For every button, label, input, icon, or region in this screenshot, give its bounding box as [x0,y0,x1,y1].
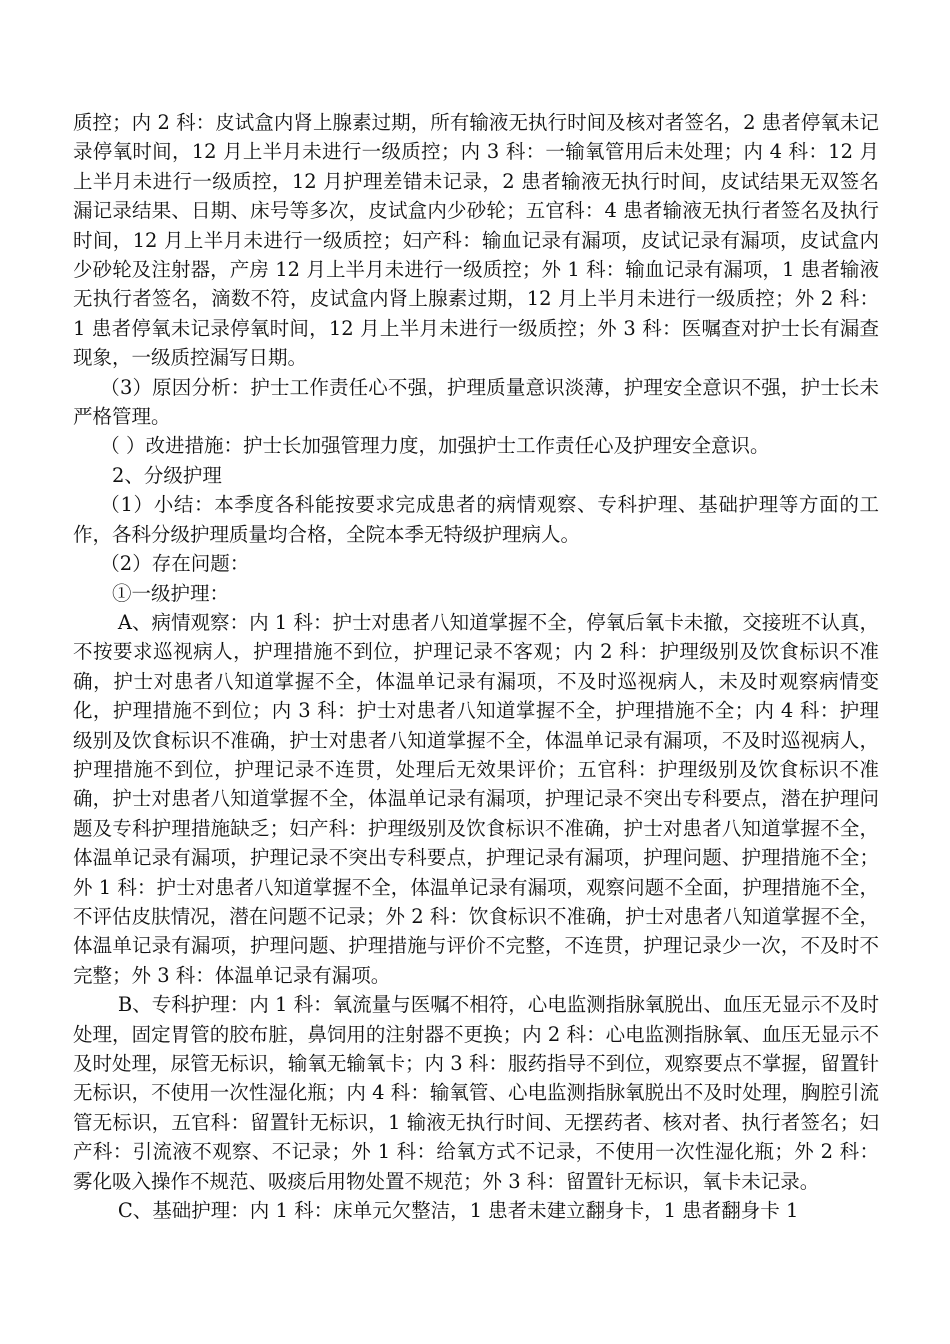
document-page [73,108,879,1225]
paragraph-quality-control-findings: 质控；内 2 科：皮试盒内肾上腺素过期，所有输液无执行时间及核对者签名，2 患者停氧未记录停氧时间，12 月上半月未进行一级质控；内 3 科：一输氧管用后未处理；内 4 科：12 月上半月未进行一级质控，12 月护理差错未记录，2 患者输液无执行时间，皮试结果无双签名漏记录结果、日期、床号等多次，皮试盒内少砂轮；五官科：4 患者输液无执行者签名及执行时间，12 月上半月未进行一级质控；妇产科：输血记录有漏项，皮试记录有漏项，皮试盒内少砂轮及注射器，产房 12 月上半月未进行一级质控；外 1 科：输血记录有漏项，1 患者输液无执行者签名，滴数不符，皮试盒内肾上腺素过期，12 月上半月未进行一级质控；外 2 科：1 患者停氧未记录停氧时间，12 月上半月未进行一级质控；外 3 科：医嘱查对护士长有漏查现象，一级质控漏写日期。 [73,111,879,370]
paragraph-cause-analysis: （3）原因分析：护士工作责任心不强，护理质量意识淡薄，护理安全意识不强，护士长未严格管理。 [73,375,879,429]
subheading-first-level-care: ①一级护理： [112,581,230,605]
paragraph-basic-care: C、基础护理：内 1 科：床单元欠整洁，1 患者未建立翻身卡，1 患者翻身卡 1 [117,1199,799,1223]
paragraph-existing-problems: （2）存在问题： [100,552,250,576]
paragraph-specialty-care: B、专科护理：内 1 科：氧流量与医嘱不相符，心电监测指脉氧脱出、血压无显示不及时处理，固定胃管的胶布脏，鼻饲用的注射器不更换；内 2 科：心电监测指脉氧、血压无显示不及时处理，尿管无标识，输氧无输氧卡；内 3 科：服药指导不到位，观察要点不掌握，留置针无标识，不使用一次性湿化瓶；内 4 科：输氧管、心电监测指脉氧脱出不及时处理，胸腔引流管无标识，五官科：留置针无标识，1 输液无执行时间、无摆药者、核对者、执行者签名；妇产科：引流液不观察、不记录；外 1 科：给氧方式不记录，不使用一次性湿化瓶；外 2 科：雾化吸入操作不规范、吸痰后用物处置不规范；外 3 科：留置针无标识，氧卡未记录。 [73,993,879,1193]
section-heading-graded-care: 2、分级护理 [112,463,222,487]
paragraph-condition-observation: A、病情观察：内 1 科：护士对患者八知道掌握不全，停氧后氧卡未撤，交接班不认真，不按要求巡视病人，护理措施不到位，护理记录不客观；内 2 科：护理级别及饮食标识不准确，护士对患者八知道掌握不全，体温单记录有漏项，不及时巡视病人，未及时观察病情变化，护理措施不到位；内 3 科：护士对患者八知道掌握不全，护理措施不全；内 4 科：护理级别及饮食标识不准确，护士对患者八知道掌握不全，体温单记录有漏项，不及时巡视病人，护理措施不到位，护理记录不连贯，处理后无效果评价；五官科：护理级别及饮食标识不准确，护士对患者八知道掌握不全，体温单记录有漏项，护理记录不突出专科要点，潜在护理问题及专科护理措施缺乏；妇产科：护理级别及饮食标识不准确，护士对患者八知道掌握不全，体温单记录有漏项，护理记录不突出专科要点，护理记录有漏项，护理问题、护理措施不全；外 1 科：护士对患者八知道掌握不全，体温单记录有漏项，观察问题不全面，护理措施不全，不评估皮肤情况，潜在问题不记录；外 2 科：饮食标识不准确，护士对患者八知道掌握不全，体温单记录有漏项，护理问题、护理措施与评价不完整，不连贯，护理记录少一次，不及时不完整；外 3 科：体温单记录有漏项。 [73,610,879,987]
paragraph-summary: （1）小结：本季度各科能按要求完成患者的病情观察、专科护理、基础护理等方面的工作，各科分级护理质量均合格，全院本季无特级护理病人。 [73,493,879,546]
paragraph-improvement-measures: （ ）改进措施：护士长加强管理力度，加强护士工作责任心及护理安全意识。 [100,434,770,458]
